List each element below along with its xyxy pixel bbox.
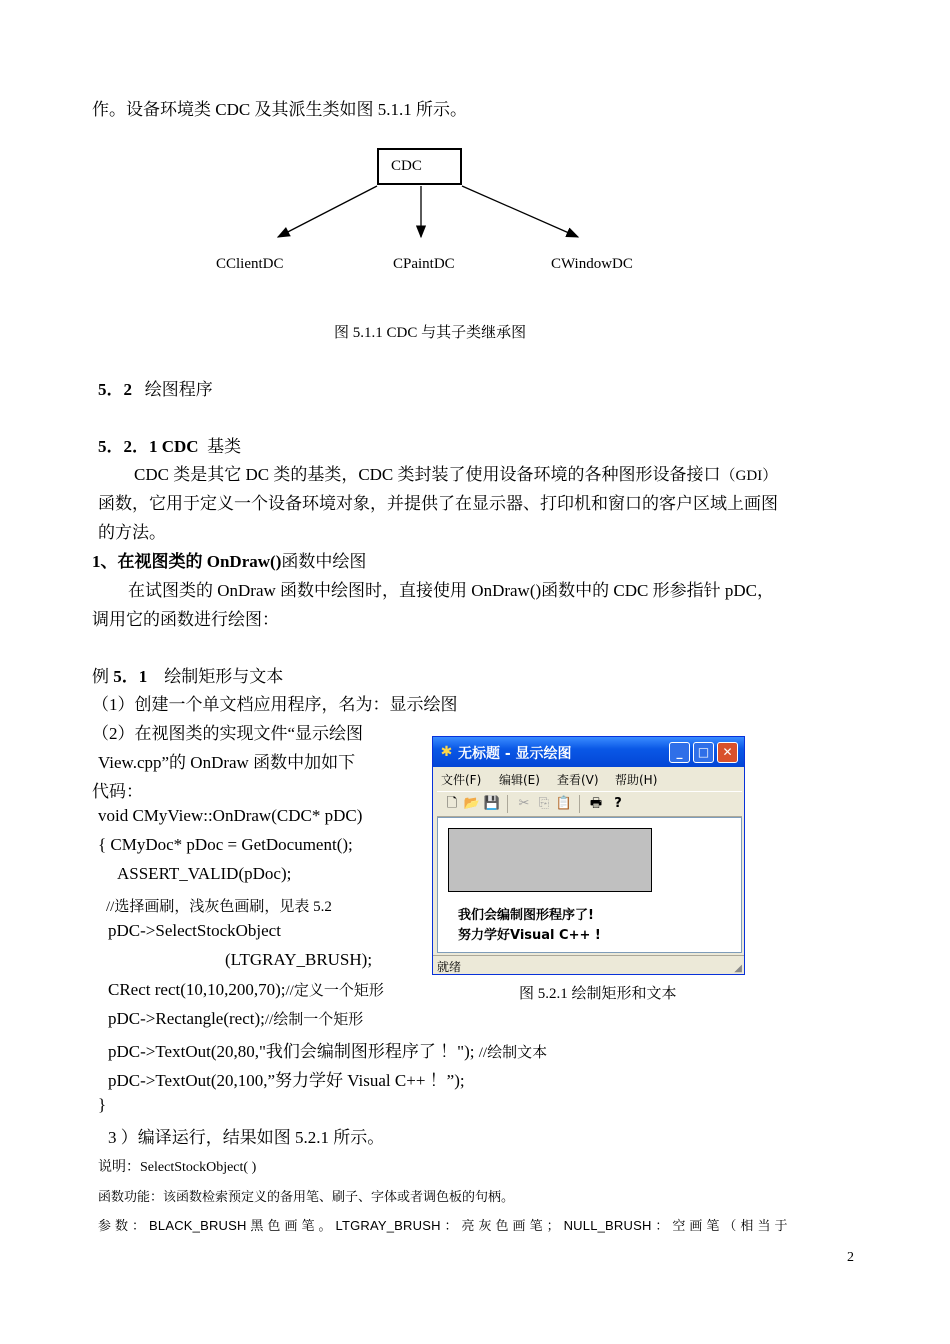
toolbar [437, 791, 742, 817]
close-icon: ✕ [722, 745, 733, 759]
step-2-line-3: 代码： [92, 782, 143, 801]
maximize-icon: □ [697, 745, 710, 759]
open-folder-icon[interactable]: 📂 [463, 796, 481, 811]
drawn-rectangle [448, 828, 652, 892]
status-text: 就绪 [437, 960, 462, 974]
section-5-2-1-cdc: CDC [161, 437, 199, 456]
code9-text: pDC->TextOut(20,80,"我们会编制图形程序了 ！"); [108, 1042, 475, 1061]
resize-grip-icon[interactable]: ◢ [734, 963, 742, 974]
code-line-5: pDC->SelectStockObject [108, 921, 281, 940]
code-line-11: } [98, 1095, 107, 1114]
window-titlebar [433, 737, 744, 767]
page-number: 2 [847, 1250, 854, 1265]
app-icon: ✱ [440, 744, 453, 760]
client-text-line-1: 我们会编制图形程序了! [458, 908, 594, 923]
paragraph-2-line-2: 调用它的函数进行绘图： [92, 610, 279, 629]
note-line-1: 说明：SelectStockObject( ) [98, 1160, 257, 1175]
example-number: 5．1 [113, 667, 148, 686]
menu-help[interactable]: 帮助(H) [615, 773, 658, 787]
diagram-child-cwindowdc: CWindowDC [551, 256, 633, 272]
item1-bold: OnDraw() [206, 552, 282, 571]
p1-gdi: （GDI） [720, 468, 778, 484]
section-5-2-title: 绘图程序 [144, 380, 213, 399]
code-line-4-comment: //选择画刷，浅灰色画刷，见表 5.2 [106, 899, 332, 915]
client-text-line-2: 努力学好Visual C++ ! [458, 928, 601, 943]
code7-text: CRect rect(10,10,200,70); [108, 980, 286, 999]
item-1-heading [92, 547, 366, 572]
p1-text: CDC 类是其它 DC 类的基类，CDC 类封装了使用设备环境的各种图形设备接口 [134, 465, 721, 484]
diagram-child-cpaintdc: CPaintDC [393, 256, 455, 272]
inheritance-diagram [0, 0, 950, 300]
code-line-8 [108, 1008, 363, 1029]
window-title: 无标题 - 显示绘图 [458, 746, 572, 762]
maximize-button[interactable] [693, 742, 714, 763]
arrow-to-cclientdc [278, 186, 377, 237]
toolbar-separator [507, 795, 508, 813]
code7-comment: //定义一个矩形 [285, 983, 384, 999]
menu-view[interactable]: 查看(V) [557, 773, 599, 787]
code8-text: pDC->Rectangle(rect); [108, 1009, 265, 1028]
item1-suffix: 函数中绘图 [281, 552, 367, 571]
minimize-button[interactable] [669, 742, 690, 763]
print-icon[interactable]: 🖶 [589, 796, 603, 811]
paragraph-1-line-1 [134, 460, 777, 485]
client-area [437, 817, 742, 953]
code-line-10: pDC->TextOut(20,100,”努力学好 Visual C++ ！”); [108, 1071, 465, 1090]
minimize-icon: _ [676, 745, 683, 759]
paragraph-1-line-3: 的方法。 [98, 523, 166, 542]
cut-icon[interactable]: ✂ [518, 796, 530, 811]
statusbar [433, 955, 744, 975]
arrow-to-cwindowdc [462, 186, 578, 237]
step-2-line-1: （2）在视图类的实现文件“显示绘图 [92, 724, 364, 743]
code-line-2: { CMyDoc* pDoc = GetDocument(); [98, 835, 353, 854]
close-button[interactable] [717, 742, 738, 763]
menubar [433, 767, 744, 789]
figure-5-2-1-caption: 图 5.2.1 绘制矩形和文本 [519, 986, 677, 1002]
step-3: 3 ）编译运行，结果如图 5.2.1 所示。 [108, 1128, 385, 1147]
diagram-child-cclientdc: CClientDC [216, 256, 284, 272]
app-window-screenshot [432, 736, 745, 975]
item1-prefix: 1、在视图类的 [92, 552, 207, 571]
note-line-3: 参 数 ： BLACK_BRUSH 黑 色 画 笔 。 LTGRAY_BRUSH ： 亮 灰 色 画 笔 ； NULL_BRUSH ： 空 画 笔 （ 相 当 于 [98, 1218, 788, 1233]
step-2-line-2: View.cpp”的 OnDraw 函数中加如下 [98, 753, 356, 772]
step-1: （1）创建一个单文档应用程序，名为：显示绘图 [92, 695, 458, 714]
section-5-2-number: 5．2 [98, 380, 132, 399]
menu-edit[interactable]: 编辑(E) [499, 773, 540, 787]
intro-line: 作。设备环境类 CDC 及其派生类如图 5.1.1 所示。 [92, 100, 467, 119]
section-5-2-1-number: 5．2．1 [98, 437, 158, 456]
code-line-3: ASSERT_VALID(pDoc); [117, 864, 292, 883]
copy-icon[interactable]: ⎘ [538, 796, 550, 811]
section-5-2-1-title: 基类 [207, 437, 242, 456]
example-prefix: 例 [92, 667, 114, 686]
code-line-1: void CMyView::OnDraw(CDC* pDC) [98, 806, 363, 825]
paste-icon[interactable]: 📋 [555, 796, 573, 811]
paragraph-2-line-1: 在试图类的 OnDraw 函数中绘图时，直接使用 OnDraw()函数中的 CDC 形参指针 pDC， [128, 581, 774, 600]
note-line-2: 函数功能：该函数检索预定义的备用笔、刷子、字体或者调色板的句柄。 [98, 1189, 515, 1204]
code-line-9 [108, 1037, 547, 1062]
section-5-2-heading [98, 375, 213, 400]
new-file-icon[interactable]: 🗋 [446, 796, 458, 811]
example-5-1-heading [92, 662, 283, 687]
code-line-7 [108, 979, 384, 1000]
menu-file[interactable]: 文件(F) [441, 773, 482, 787]
code-line-6: (LTGRAY_BRUSH); [225, 950, 373, 969]
example-title: 绘制矩形与文本 [164, 667, 284, 686]
figure-5-1-1-caption: 图 5.1.1 CDC 与其子类继承图 [334, 325, 527, 341]
code8-comment: //绘制一个矩形 [264, 1012, 364, 1028]
save-icon[interactable]: 💾 [483, 796, 501, 811]
code9-comment: //绘制文本 [478, 1045, 548, 1061]
paragraph-1-line-2: 函数，它用于定义一个设备环境对象，并提供了在显示器、打印机和窗口的客户区域上画图 [98, 494, 778, 513]
toolbar-separator [579, 795, 580, 813]
cdc-root-box: CDC [377, 148, 462, 185]
section-5-2-1-heading [98, 432, 241, 457]
help-icon[interactable]: ? [614, 796, 622, 811]
